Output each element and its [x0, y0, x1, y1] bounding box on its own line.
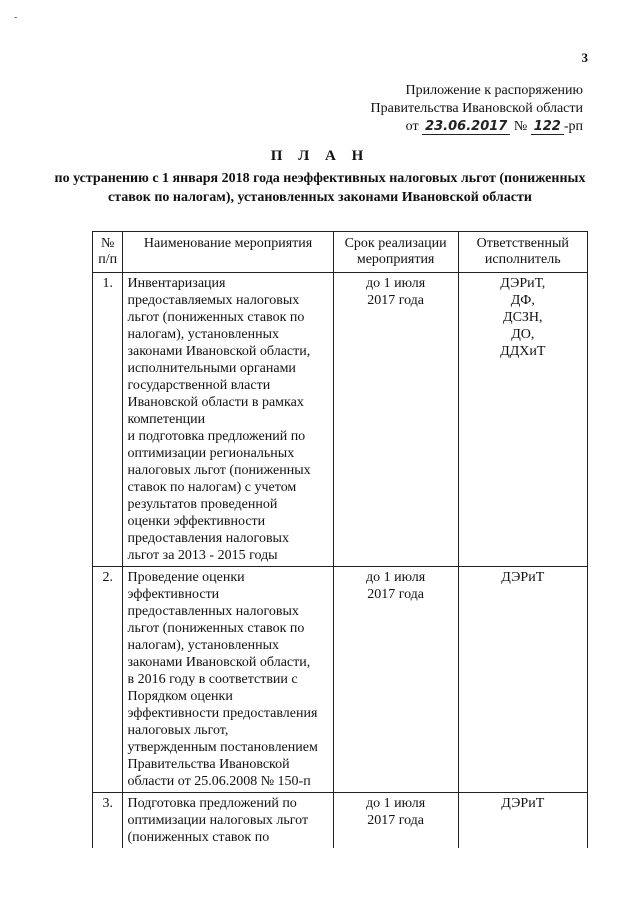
table-row	[93, 793, 588, 849]
row-num: 3.	[102, 796, 113, 811]
header-num: № п/п	[98, 236, 118, 267]
row-executor: ДЭРиТ, ДФ, ДСЗН, ДО, ДДХиТ	[500, 276, 546, 359]
row-name: Проведение оценки эффективности предоставленных налоговых льгот (пониженных ставок по налогам), установленных законами Ивановской области, в 2016 году в соответствии с Порядком оценки эффективности предоставления налоговых льгот, утвержденным постановлением Правительства Ивановской области от 25.06.2008 № 150-п	[127, 570, 318, 789]
appendix-header	[323, 82, 583, 136]
header-executor: Ответственный исполнитель	[476, 236, 569, 267]
table-row	[93, 567, 588, 793]
row-term: до 1 июля 2017 года	[366, 570, 426, 602]
table-row	[93, 273, 588, 567]
row-num: 2.	[102, 570, 113, 585]
number-prefix: №	[513, 119, 528, 134]
appendix-line1: Приложение к распоряжению	[405, 83, 583, 98]
corner-mark: -	[14, 12, 18, 23]
plan-table	[92, 231, 588, 848]
row-term: до 1 июля 2017 года	[366, 796, 426, 828]
row-name: Инвентаризация предоставляемых налоговых льгот (пониженных ставок по налогам), установленных законами Ивановской области, исполнительными органами государственной власти Ивановской области в рамках компетенции и подготовка предложений по оптимизации региональных налоговых льгот (пониженных ставок по налогам) с учетом результатов проведенной оценки эффективности предоставления налоговых льгот за 2013 - 2015 годы	[127, 276, 311, 563]
document-title: П Л А Н	[270, 148, 370, 164]
table-header-row	[93, 232, 588, 273]
appendix-date-line	[323, 118, 583, 136]
row-executor: ДЭРиТ	[501, 796, 545, 811]
handwritten-number: 122	[531, 120, 564, 135]
header-term: Срок реализации мероприятия	[344, 236, 447, 267]
row-executor: ДЭРиТ	[501, 570, 545, 585]
number-suffix: -рп	[563, 119, 583, 134]
document-title-block	[0, 148, 640, 207]
header-name: Наименование мероприятия	[143, 236, 313, 251]
handwritten-date: 23.06.2017	[422, 120, 510, 135]
row-term: до 1 июля 2017 года	[366, 276, 426, 308]
page-number: 3	[581, 50, 588, 65]
document-subtitle: по устранению с 1 января 2018 года неэффективных налоговых льгот (пониженных ставок по налогам), установленных законами Ивановской области	[54, 171, 586, 205]
row-name: Подготовка предложений по оптимизации налоговых льгот (пониженных ставок по	[127, 796, 309, 845]
date-prefix: от	[405, 119, 419, 134]
row-num: 1.	[102, 276, 113, 291]
appendix-line2: Правительства Ивановской области	[370, 101, 583, 116]
